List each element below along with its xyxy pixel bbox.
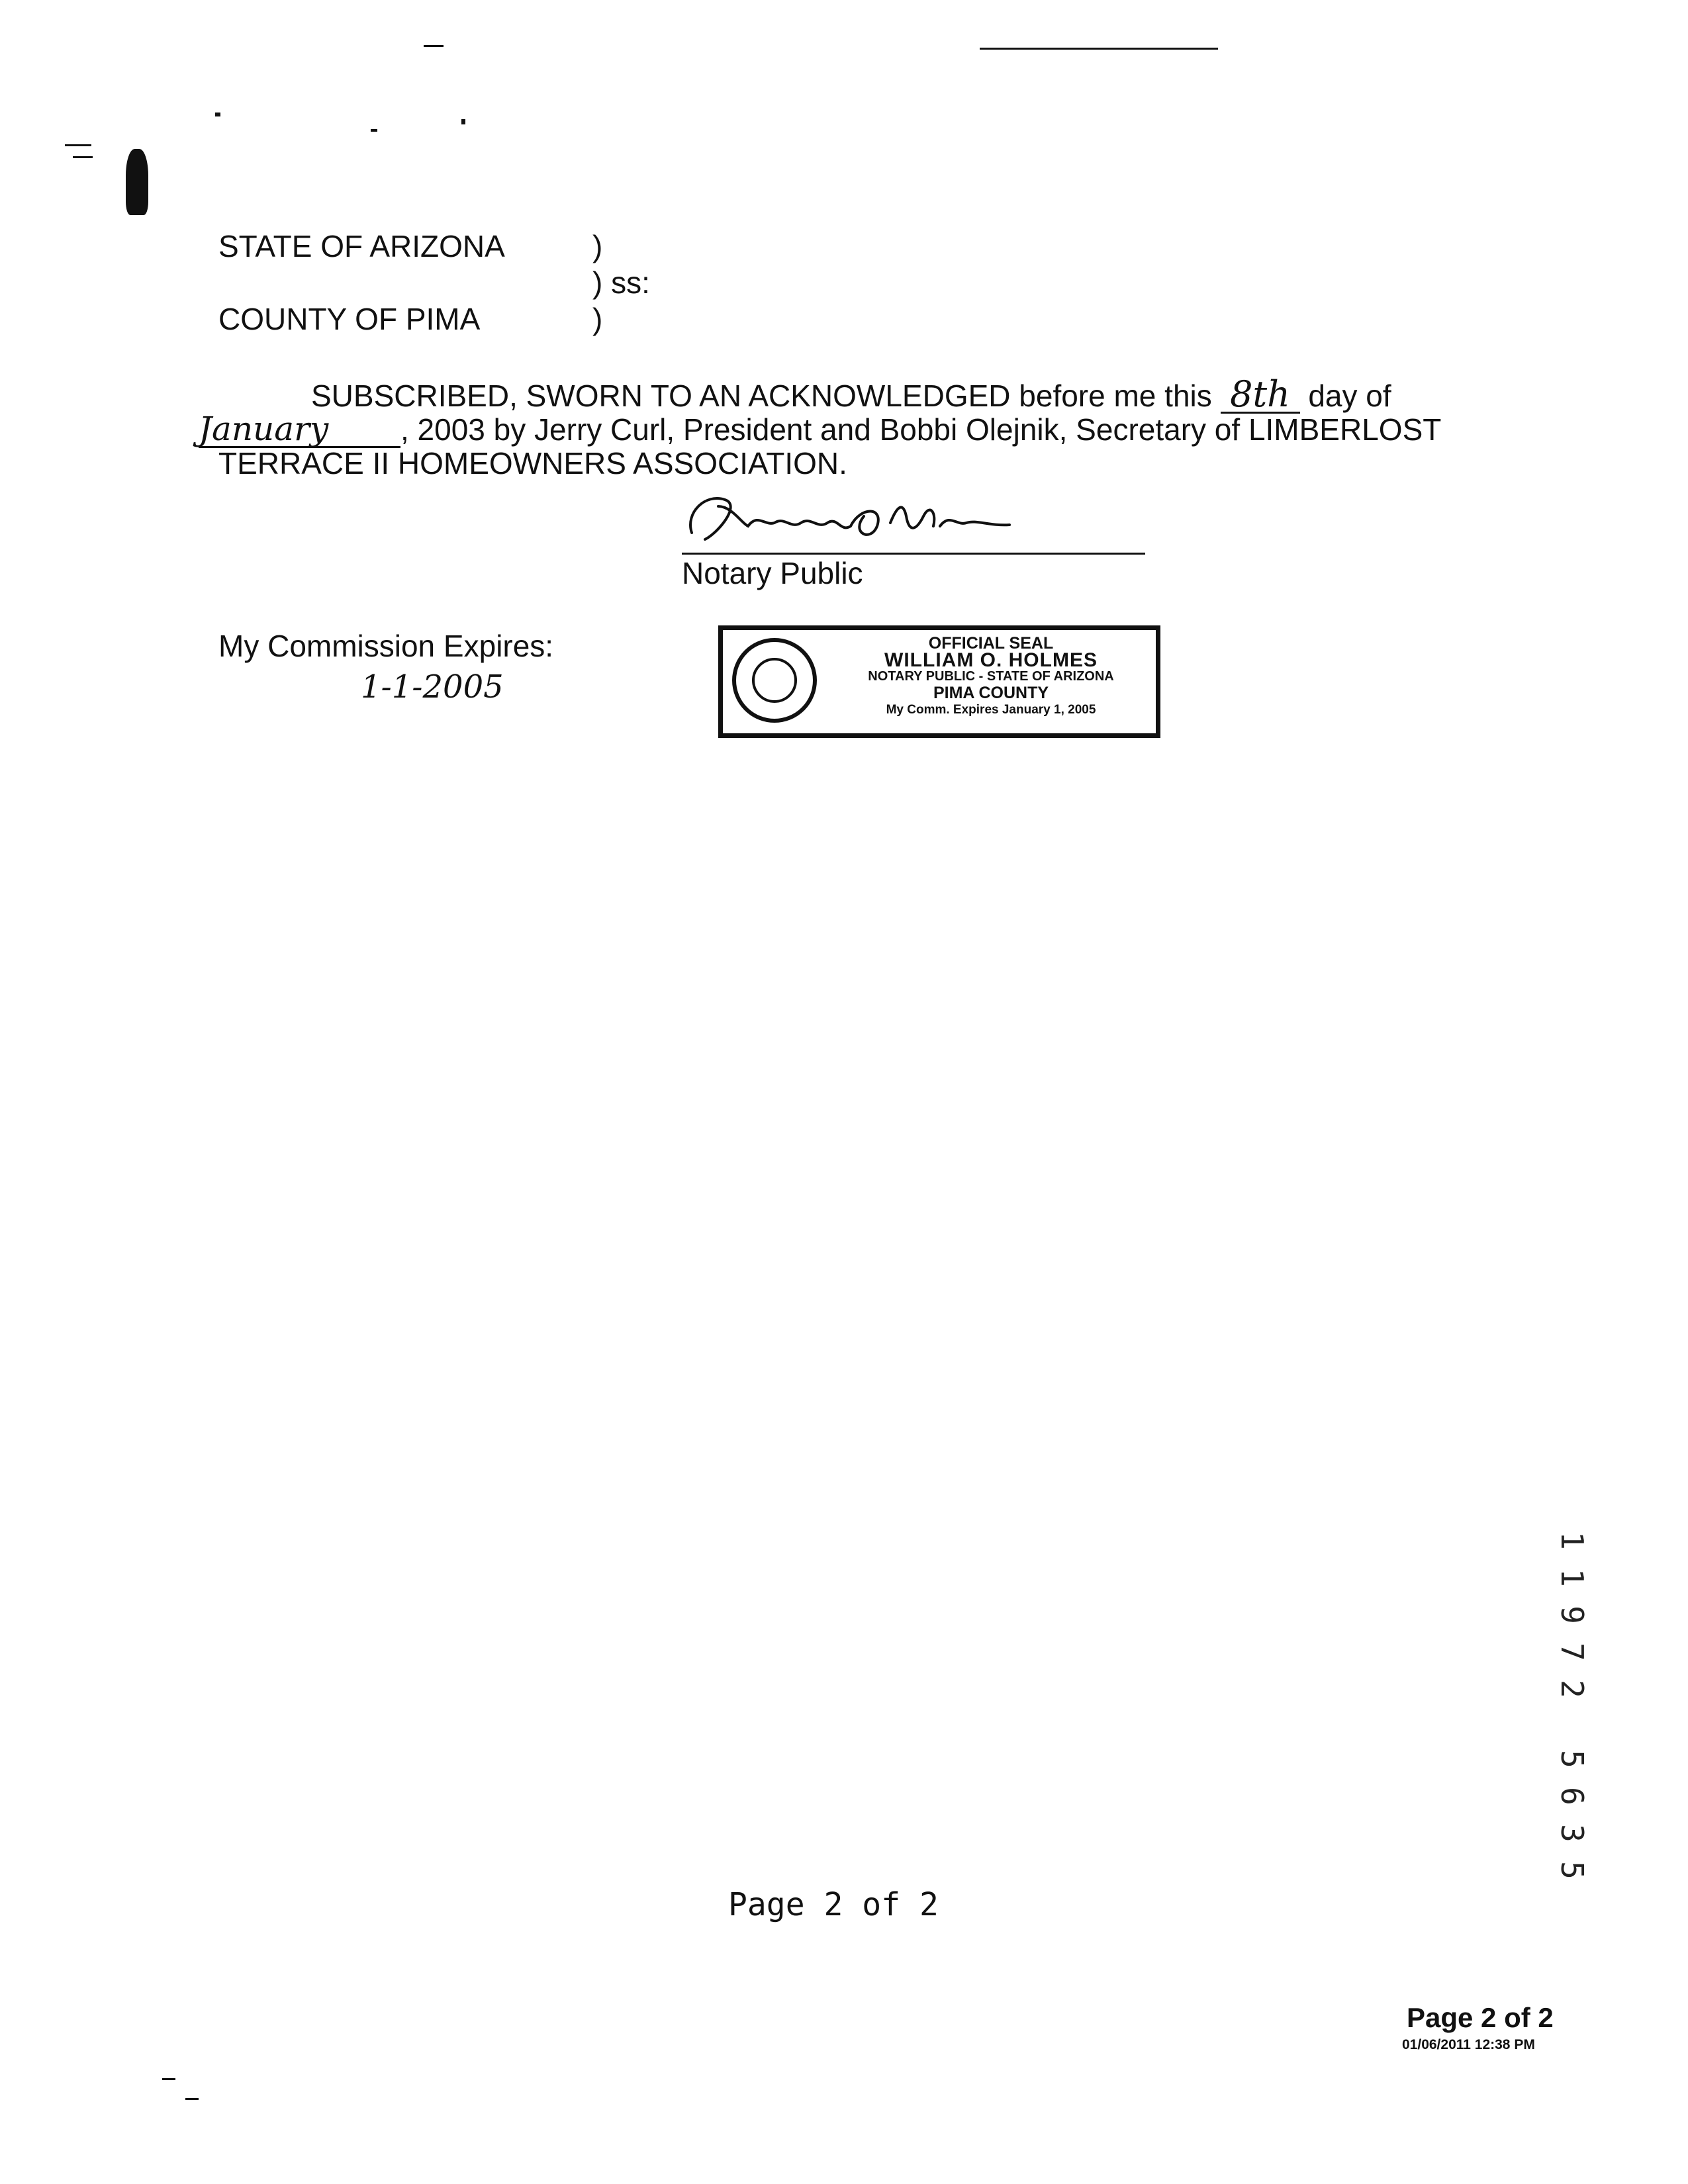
scan-artifact [185,2098,199,2100]
state-seal-emblem [732,638,817,723]
seal-line-2: WILLIAM O. HOLMES [884,649,1098,671]
acknowledgment-line-2 [199,412,1441,448]
acknowledgment-line-1 [311,373,1391,415]
scan-artifact [424,45,444,47]
scan-artifact [980,48,1218,50]
acknowledgment-prefix: SUBSCRIBED, SWORN TO AN ACKNOWLEDGED before me this [311,379,1212,413]
scan-artifact [461,119,465,124]
footer-page-number: Page 2 of 2 [1407,2002,1554,2033]
recording-digit: 2 [1554,1680,1590,1698]
handwritten-month: January [199,412,400,448]
notary-signature [679,486,1023,553]
commission-label: My Commission Expires: [218,629,554,663]
page-indicator-center: Page 2 of 2 [728,1886,939,1923]
scan-artifact [162,2078,175,2080]
venue-paren-bottom: ) [592,302,603,336]
venue-paren-top: ) [592,229,603,263]
recording-number [1552,1522,1592,1889]
state-label: STATE OF ARIZONA [218,229,505,263]
county-label: COUNTY OF PIMA [218,302,481,336]
scan-artifact [371,129,377,132]
seal-line-4: PIMA COUNTY [933,684,1049,702]
official-seal [718,625,1160,738]
seal-line-3: NOTARY PUBLIC - STATE OF ARIZONA [868,669,1114,684]
scan-artifact [126,149,148,215]
recording-digit: 1 [1554,1569,1590,1587]
recording-digit: 9 [1554,1606,1590,1624]
seal-text [829,635,1153,718]
recording-digit: 5 [1554,1861,1590,1880]
footer-timestamp: 01/06/2011 12:38 PM [1402,2037,1535,2052]
scan-artifact [215,113,220,116]
recording-digit: 1 [1554,1531,1590,1550]
venue-ss: ) ss: [592,265,650,300]
handwritten-day: 8th [1221,377,1300,414]
acknowledgment-body: , 2003 by Jerry Curl, President and Bobbi Olejnik, Secretary of LIMBERLOST [400,412,1442,447]
recording-digit: 3 [1554,1824,1590,1843]
recording-digit: 6 [1554,1787,1590,1805]
signature-line [682,553,1145,555]
recording-digit: 5 [1554,1750,1590,1768]
acknowledgment-line-3: TERRACE II HOMEOWNERS ASSOCIATION. [218,446,847,480]
notary-public-label: Notary Public [682,556,863,590]
scan-artifact [73,156,93,158]
scan-artifact [65,144,91,146]
seal-line-5: My Comm. Expires January 1, 2005 [886,703,1096,717]
handwritten-commission-date: 1-1-2005 [361,668,504,705]
acknowledgment-suffix: day of [1308,379,1391,413]
recording-digit: 7 [1554,1643,1590,1661]
seal-line-1: OFFICIAL SEAL [928,634,1054,653]
